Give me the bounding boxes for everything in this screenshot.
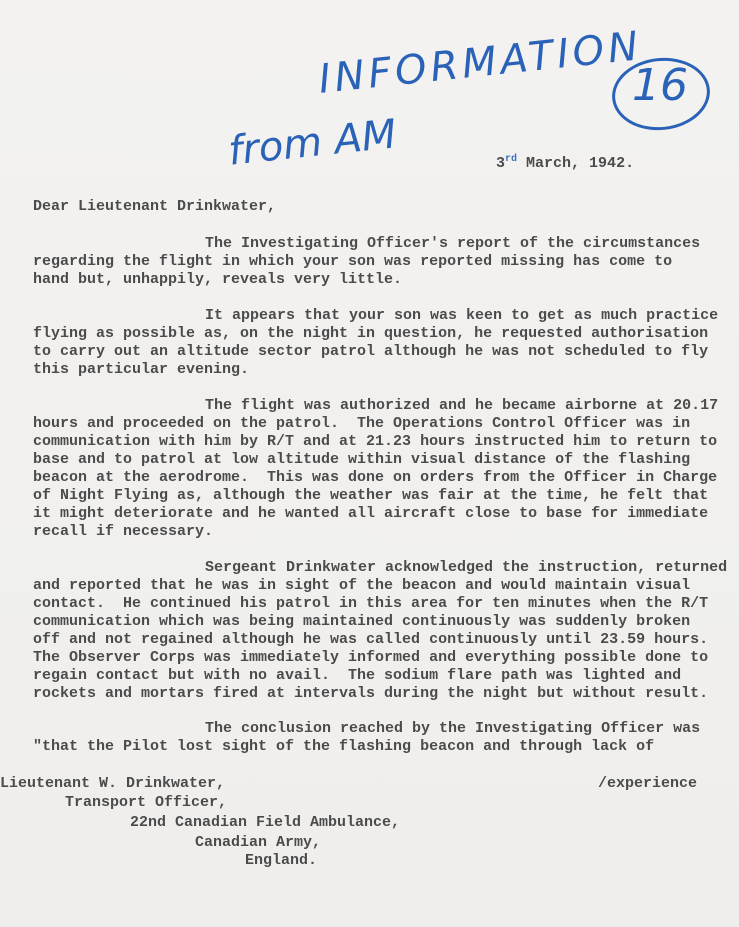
paragraph-3-line: base and to patrol at low altitude within visual distance of the flashing bbox=[33, 451, 691, 468]
paragraph-1-line: hand but, unhappily, reveals very little. bbox=[33, 271, 403, 288]
continuation-mark: /experience bbox=[598, 775, 698, 792]
paragraph-4-line: The Observer Corps was immediately informed and everything possible done to bbox=[33, 649, 709, 666]
handwritten-from: from AM bbox=[226, 111, 399, 175]
paragraph-3-line: beacon at the aerodrome. This was done on orders from the Officer in Charge bbox=[33, 469, 718, 486]
paragraph-5-line: The conclusion reached by the Investigating Officer was bbox=[205, 720, 701, 737]
paragraph-2-line: It appears that your son was keen to get as much practice bbox=[205, 307, 719, 324]
paragraph-3-line: hours and proceeded on the patrol. The Operations Control Officer was in bbox=[33, 415, 691, 432]
paragraph-1-line: The Investigating Officer's report of the circumstances bbox=[205, 235, 701, 252]
paragraph-3-line: it might deteriorate and he wanted all aircraft close to base for immediate bbox=[33, 505, 709, 522]
paragraph-3-line: recall if necessary. bbox=[33, 523, 214, 540]
address-line: 22nd Canadian Field Ambulance, bbox=[130, 814, 401, 831]
paragraph-2-line: to carry out an altitude sector patrol although he was not scheduled to fly bbox=[33, 343, 709, 360]
paragraph-4-line: off and not regained although he was called continuously until 23.59 hours. bbox=[33, 631, 709, 648]
date-day: 3 bbox=[496, 155, 506, 172]
paragraph-4-line: Sergeant Drinkwater acknowledged the instruction, returned bbox=[205, 559, 728, 576]
paragraph-3-line: of Night Flying as, although the weather was fair at the time, he felt that bbox=[33, 487, 709, 504]
address-line: Transport Officer, bbox=[65, 794, 228, 811]
date-rest: March, 1942. bbox=[517, 155, 635, 172]
address-line: England. bbox=[245, 852, 318, 869]
paragraph-2-line: this particular evening. bbox=[33, 361, 250, 378]
paragraph-4-line: regain contact but with no avail. The sodium flare path was lighted and bbox=[33, 667, 682, 684]
paragraph-4-line: and reported that he was in sight of the beacon and would maintain visual bbox=[33, 577, 691, 594]
address-line: Lieutenant W. Drinkwater, bbox=[0, 775, 226, 792]
paragraph-2-line: flying as possible as, on the night in question, he requested authorisation bbox=[33, 325, 709, 342]
paragraph-3-line: communication with him by R/T and at 21.23 hours instructed him to return to bbox=[33, 433, 718, 450]
paragraph-4-line: rockets and mortars fired at intervals during the night but without result. bbox=[33, 685, 709, 702]
paragraph-4-line: communication which was being maintained continuously was suddenly broken bbox=[33, 613, 691, 630]
address-line: Canadian Army, bbox=[195, 834, 322, 851]
paragraph-4-line: contact. He continued his patrol in this area for ten minutes when the R/T bbox=[33, 595, 709, 612]
salutation: Dear Lieutenant Drinkwater, bbox=[33, 198, 277, 215]
handwritten-information: INFORMATION bbox=[316, 23, 645, 103]
paragraph-1-line: regarding the flight in which your son was reported missing has come to bbox=[33, 253, 673, 270]
date-suffix: rd bbox=[505, 154, 518, 165]
paragraph-5-line: "that the Pilot lost sight of the flashing beacon and through lack of bbox=[33, 738, 655, 755]
handwritten-number: 16 bbox=[632, 60, 688, 111]
letter-date bbox=[460, 133, 634, 191]
paragraph-3-line: The flight was authorized and he became airborne at 20.17 bbox=[205, 397, 719, 414]
